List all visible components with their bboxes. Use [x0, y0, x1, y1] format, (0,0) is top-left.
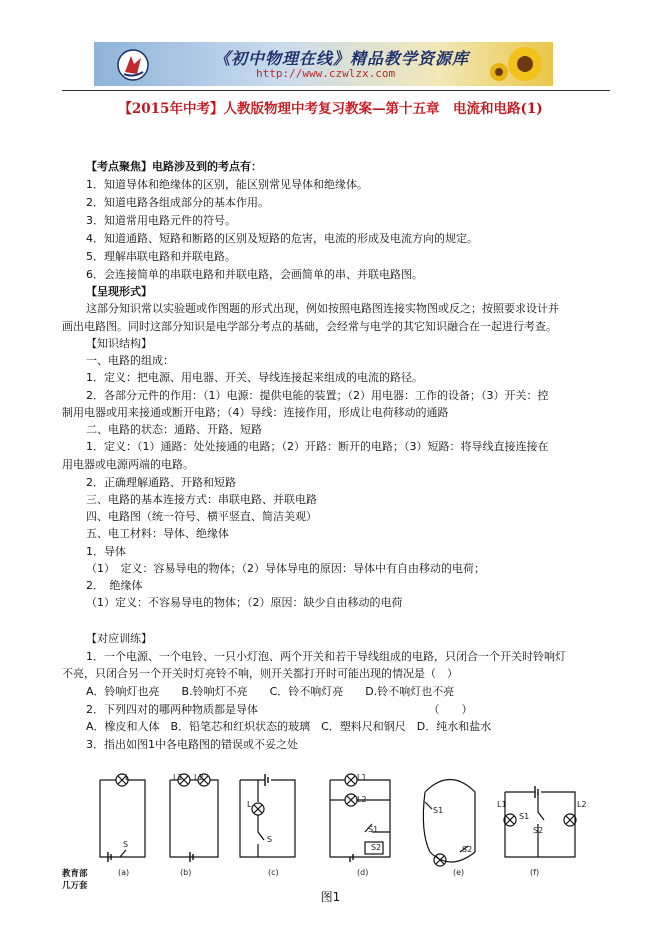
answer-options: A．橡皮和人体 B．铅笔芯和红炽状态的玻璃 C．塑料尺和钢尺 D．纯水和盐水 — [86, 720, 492, 733]
text-line: 1．定义：（1）通路：处处接通的电路；（2）开路：断开的电路；（3）短路：将导线直接连接在 — [86, 440, 549, 453]
header-banner — [94, 42, 553, 86]
sub-label-d: (d) — [357, 868, 369, 877]
text-line: 三、电路的基本连接方式：串联电路、并联电路 — [86, 493, 317, 506]
banner-title: 《初中物理在线》精品教学资源库 — [214, 49, 470, 68]
text-line: 2．下列四对的哪两种物质都是导体 （ ） — [86, 703, 473, 716]
label-S: S — [123, 840, 129, 849]
text-line: 1．一个电源、一个电铃、一只小灯泡、两个开关和若干导线组成的电路，只闭合一个开关时铃响灯 — [86, 650, 566, 663]
text-line: 1．定义：把电源、用电器、开关、导线连接起来组成的电流的路径。 — [86, 371, 423, 384]
text-line: 2．各部分元件的作用：（1）电源：提供电能的装置；（2）用电器：工作的设备；（3）开关：控 — [86, 389, 549, 402]
section-heading: 【呈现形式】 — [86, 285, 152, 298]
stamp-text: 几万套 — [62, 881, 88, 891]
circuit-b — [170, 774, 218, 862]
sub-label-c: (c) — [268, 868, 279, 877]
logo-icon — [116, 48, 150, 82]
text-line: 五、电工材料：导体、绝缘体 — [86, 527, 229, 540]
label-L: L — [247, 800, 252, 809]
label-L1: L1 — [173, 773, 183, 782]
label-L: L — [125, 773, 130, 782]
circuit-figure — [80, 762, 620, 882]
text-line: 制用电器或用来接通或断开电路；（4）导线：连接作用，形成让电荷移动的通路 — [62, 406, 449, 419]
text-line: 5．理解串联电路和并联电路。 — [86, 250, 236, 263]
text-line: 用电器或电源两端的电路。 — [62, 458, 194, 471]
text-line: 1．导体 — [86, 545, 126, 558]
text-line: 四、电路图（统一符号、横平竖直、简洁美观） — [86, 510, 317, 523]
section-heading: 【知识结构】 — [86, 337, 152, 350]
sub-label-b: (b) — [180, 868, 192, 877]
circuit-c — [240, 774, 295, 857]
text-line: 一、电路的组成： — [86, 354, 174, 367]
section-heading: 【考点聚焦】电路涉及到的考点有： — [86, 160, 262, 173]
sunflower-icon — [487, 44, 547, 84]
label-S2: S2 — [462, 845, 473, 854]
label-L2: L2 — [577, 800, 587, 809]
text-line: 画出电路图。同时这部分知识是电学部分考点的基础，会经常与电学的其它知识融合在一起进行考查。 — [62, 320, 557, 333]
text-line: 4．知道通路、短路和断路的区别及短路的危害，电流的形成及电流方向的规定。 — [86, 232, 478, 245]
stamp-text: 教育部 — [62, 869, 88, 879]
text-line: 3．知道常用电路元件的符号。 — [86, 214, 236, 227]
label-L2: L2 — [357, 795, 367, 804]
text-line: 1．知道导体和绝缘体的区别，能区别常见导体和绝缘体。 — [86, 178, 368, 191]
sub-label-f: (f) — [530, 868, 540, 877]
text-line: （1）定义：不容易导电的物体；（2）原因：缺少自由移动的电荷 — [86, 596, 403, 609]
banner-url: http://www.czwlzx.com — [256, 67, 396, 80]
text-line: 这部分知识常以实验题或作图题的形式出现，例如按照电路图连接实物图或反之；按照要求设计并 — [86, 302, 559, 315]
answer-options: A．铃响灯也亮 B.铃响灯不亮 C．铃不响灯亮 D.铃不响灯也不亮 — [86, 685, 455, 698]
section-heading: 【对应训练】 — [86, 632, 152, 645]
label-L1: L1 — [497, 800, 507, 809]
label-S1: S1 — [368, 825, 379, 834]
text-line: 不亮，只闭合另一个开关时灯亮铃不响，则开关都打开时可能出现的情况是（ ） — [62, 667, 458, 680]
text-line: 二、电路的状态：通路、开路、短路 — [86, 423, 262, 436]
text-line: 3．指出如图1中各电路图的错误或不妥之处 — [86, 738, 298, 751]
document-title: 【2015年中考】人教版物理中考复习教案—第十五章 电流和电路(1) — [118, 101, 543, 117]
label-L1: L1 — [357, 773, 367, 782]
circuit-f — [504, 786, 576, 857]
label-S1: S1 — [519, 812, 530, 821]
sub-label-a: (a) — [118, 868, 130, 877]
label-S1: S1 — [433, 806, 444, 815]
text-line: 2．知道电路各组成部分的基本作用。 — [86, 196, 269, 209]
header-rule — [62, 90, 610, 91]
label-L2: L2 — [194, 773, 204, 782]
label-S: S — [267, 835, 273, 844]
label-S2: S2 — [371, 843, 382, 852]
text-line: 2． 绝缘体 — [86, 579, 143, 592]
sub-label-e: (e) — [453, 868, 465, 877]
text-line: 2．正确理解通路、开路和短路 — [86, 476, 236, 489]
text-line: 6．会连接简单的串联电路和并联电路，会画简单的串、并联电路图。 — [86, 268, 423, 281]
figure-caption: 图1 — [320, 890, 341, 904]
text-line: （1） 定义：容易导电的物体；（2）导体导电的原因：导体中有自由移动的电荷； — [86, 562, 485, 575]
label-S2: S2 — [533, 826, 544, 835]
